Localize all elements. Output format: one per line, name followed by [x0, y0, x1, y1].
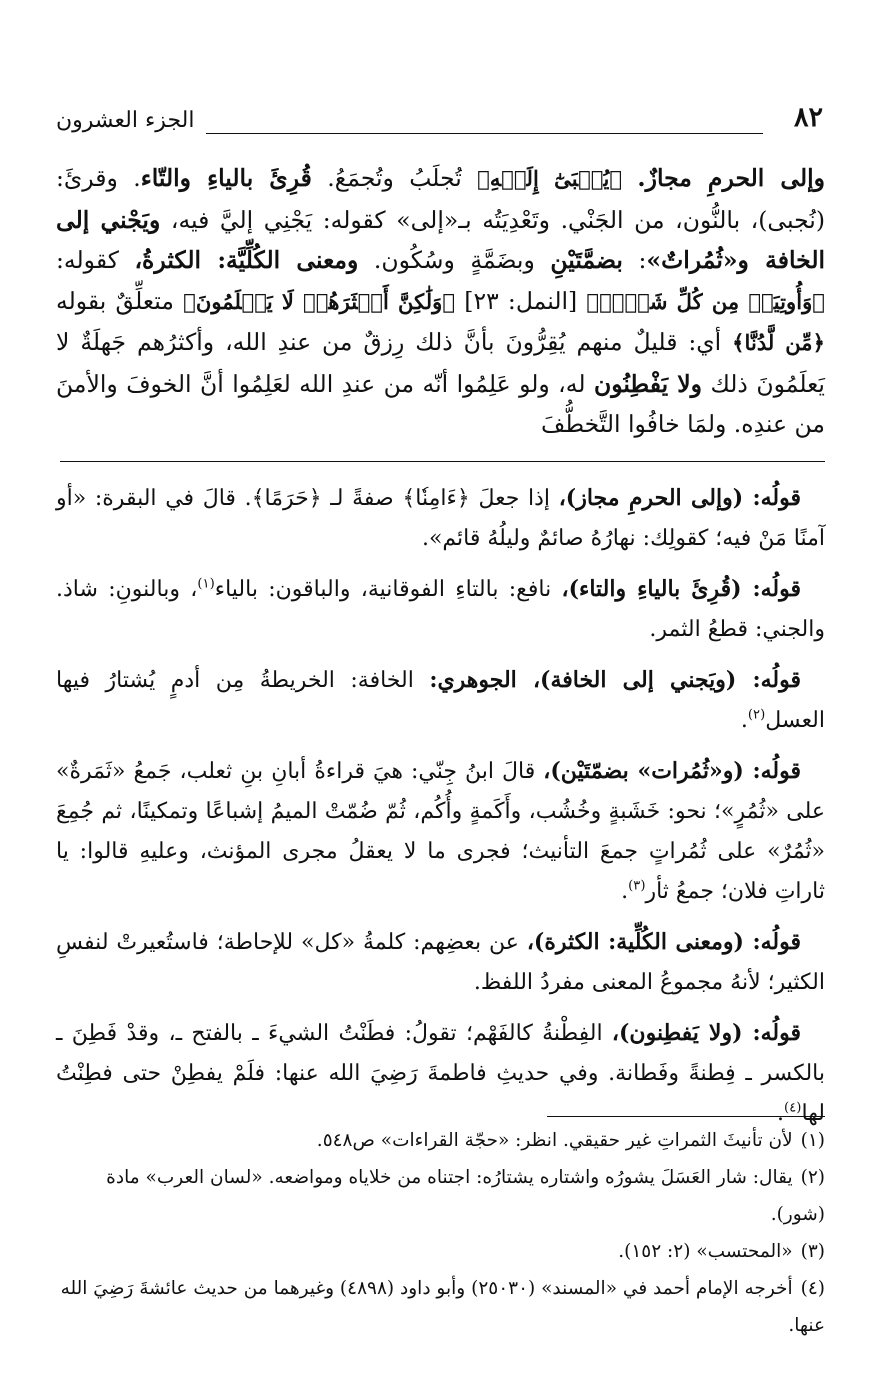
- main-segment: متعلِّقٌ بقوله: [56, 286, 184, 315]
- quran-quote: ﴿يُجۡبَىٰٓ إِلَيۡهِ﴾: [477, 166, 623, 191]
- main-segment: كقوله:: [56, 246, 135, 274]
- main-segment: و: [737, 246, 766, 274]
- main-segment: تُجلَبُ وتُجمَعُ.: [311, 164, 478, 192]
- commentary-text: الخافة: الخريطةُ مِن أدمٍ يُشتارُ فيها العسل: [56, 668, 825, 733]
- section-divider: [60, 461, 825, 462]
- footnote-rule: [547, 1116, 825, 1117]
- footnote-marker[interactable]: (٤): [784, 1100, 802, 1116]
- commentary: [56, 478, 825, 1144]
- main-paragraph: [56, 158, 825, 445]
- commentary-text: نافع: بالتاءِ الفوقانية، والباقون: بالياء: [214, 577, 562, 602]
- commentary-paragraph: [56, 751, 825, 912]
- footnote: [56, 1270, 825, 1344]
- header-rule: [206, 133, 763, 134]
- commentary-text: .: [777, 1101, 785, 1126]
- main-segment: قُرِئَ بالياءِ والتّاء: [140, 164, 312, 192]
- commentary-paragraph: [56, 922, 825, 1003]
- commentary-paragraph: [56, 569, 825, 650]
- commentary-text: .: [740, 708, 748, 733]
- commentary-paragraph: [56, 660, 825, 741]
- main-segment: بضمَّتَيْنِ: [550, 246, 623, 274]
- commentary-text: ، وبالنونِ: شاذ. والجني: قطعُ الثمر.: [56, 577, 825, 642]
- quran-quote: ﴿وَأُوتِيَتۡ مِن كُلِّ شَيۡءٖ﴾: [586, 288, 825, 314]
- main-segment: له، ولو عَلِمُوا أنّه من عندِ الله لعَلِمُوا أنَّ الخوفَ والأمنَ من عندِه. ولمَا خافُوا التَّخطُّفَ: [56, 369, 825, 438]
- quran-quote: ﴿وَلَٰكِنَّ أَكۡثَرَهُمۡ لَا يَعۡلَمُونَ﴾: [183, 288, 456, 314]
- commentary-lead: قولُه: (ومعنى الكُلِّية: الكثرة)،: [526, 929, 801, 955]
- footnote: [56, 1122, 825, 1159]
- footnote-text: أخرجه الإمام أحمد في «المسند» (٢٥٠٣٠) وأبو داود (٤٨٩٨) وغيرهما من حديث عائشةَ رَضِيَ الله عنها.: [60, 1278, 825, 1336]
- main-segment: . وقرئَ: (نُجبى)، بالنُّون، من الجَنْي. وتَعْدِيَتُه بـ«إلى» كقوله: يَجْنِي إليَّ فيه،: [56, 164, 825, 234]
- main-segment: :: [622, 246, 647, 274]
- main-segment: وإلى الحرمِ مجازٌ.: [637, 164, 825, 192]
- commentary-text: عن بعضِهم: كلمةُ «كل» للإحاطة؛ فاستُعيرتْ لنفسِ الكثير؛ لأنهُ مجموعُ المعنى مفردُ اللفظ.: [56, 930, 825, 995]
- main-segment: ولا يَفْطِنُون: [593, 369, 703, 398]
- commentary-text: إذا جعلَ ﴿ءَامِنٗا﴾ صفةً لـ ﴿حَرَمًا﴾. قالَ في البقرة: «أو آمنًا مَنْ فيه؛ كقولِك: نهارُهُ صائمٌ وليلُهُ قائم».: [56, 486, 825, 551]
- footnote-text: «المحتسب» (٢: ١٥٢).: [618, 1241, 793, 1262]
- main-segment: وبضَمَّةٍ وسُكُون.: [358, 246, 551, 274]
- footnote-marker[interactable]: (١): [197, 576, 215, 592]
- quran-quote: ﴿مِّن لَّدُنَّا﴾: [732, 330, 825, 355]
- footnote-text: لأن تأنيثَ الثمراتِ غير حقيقي. انظر: «حجّة القراءات» ص٥٤٨.: [316, 1130, 793, 1151]
- page-number: ٨٢: [793, 102, 823, 133]
- footnote-number: (٤): [800, 1278, 825, 1299]
- commentary-text: .: [621, 879, 629, 904]
- main-segment: ويَجْني إلى الخافة: [56, 205, 826, 274]
- footnote-marker[interactable]: (٢): [747, 707, 766, 723]
- footnote-number: (١): [800, 1130, 825, 1151]
- footnote-number: (٢): [800, 1167, 825, 1188]
- commentary-text: الفِطْنةُ كالفَهْم؛ تقولُ: فطَنْتُ الشيءَ ـ بالفتح ـ، وقدْ فَطِنَ ـ بالكسر ـ فِطنةً وفَطانة. وفي حديثِ فاطمةَ رَضِيَ الله عنها: فلَمْ يفطِنْ حتى فطِنْتُ لها: [56, 1021, 825, 1126]
- footnote: [56, 1233, 825, 1270]
- main-segment: ومعنى الكُلِّيَّة: الكثرةُ،: [134, 246, 359, 274]
- commentary-lead: قولُه: (و«ثُمُرات» بضمّتَيْن)،: [543, 758, 801, 784]
- main-segment: «ثُمُراتٌ»: [646, 246, 738, 274]
- footnote-text: يقال: شار العَسَلَ يشورُه واشتاره يشتارُه: اجتناه من خلاياه ومواضعه. «لسان العرب» مادة (شور).: [106, 1167, 825, 1225]
- main-segment: أي: قليلٌ منهم يُقِرُّونَ بأنَّ ذلك رِزقٌ من عندِ الله، وأكثرُهم جَهلَةٌ لا يَعلَمُونَ ذلك: [56, 328, 825, 398]
- commentary-paragraph: [56, 478, 825, 559]
- footnote-number: (٣): [800, 1241, 825, 1262]
- footnotes: [56, 1122, 825, 1344]
- commentary-lead: قولُه: (ولا يَفطِنون)،: [611, 1020, 801, 1046]
- main-text: [56, 158, 825, 445]
- page-header: [56, 100, 823, 140]
- running-title: الجزء العشرون: [56, 108, 195, 133]
- commentary-lead: قولُه: (قُرِئَ بالياءِ والتاء)،: [561, 576, 801, 602]
- commentary-text: قالَ ابنُ جِنّي: هيَ قراءةُ أبانِ بنِ ثعلب، جَمعُ «ثَمَرةٌ» على «ثُمُرٍ»؛ نحو: خَشَبةٍ وخُشُب، وأَكَمةٍ وأُكُم، ثُمّ ضُمّتْ الميمُ إشباعًا وتمكينًا، ثم جُمِعَ «ثُمُرٌ» على ثُمُراتٍ جمعَ التأنيث؛ فجرى ما لا يعقلُ مجرى المؤنث، وعليهِ قالوا: يا ثاراتِ فلان؛ جمعُ ثأر: [56, 759, 825, 904]
- verse-reference: [النمل: ٢٣]: [455, 286, 587, 315]
- footnote: [56, 1159, 825, 1233]
- commentary-lead: قولُه: (وإلى الحرمِ مجاز)،: [558, 485, 801, 511]
- commentary-lead: قولُه: (ويَجني إلى الخافة)، الجوهري:: [429, 667, 801, 693]
- footnote-marker[interactable]: (٣): [628, 878, 646, 894]
